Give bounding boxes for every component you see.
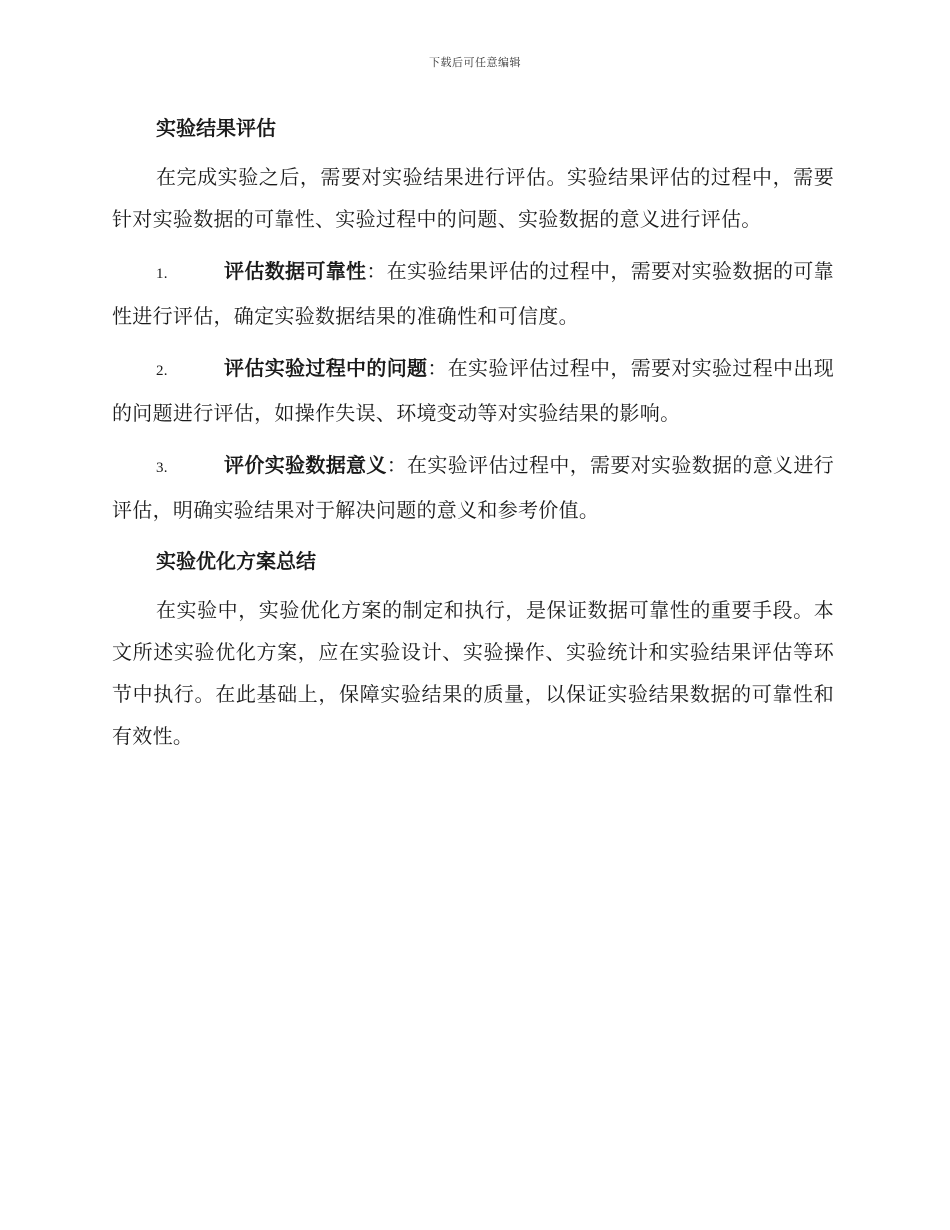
list-item-number: 3. xyxy=(156,460,168,476)
list-item xyxy=(112,347,834,434)
list-item-term: 评价实验数据意义 xyxy=(224,453,387,477)
optimization-summary-body: 在实验中，实验优化方案的制定和执行，是保证数据可靠性的重要手段。本文所述实验优化方案，应在实验设计、实验操作、实验统计和实验结果评估等环节中执行。在此基础上，保障实验结果的质量，以保证实验结果数据的可靠性和有效性。 xyxy=(112,598,834,748)
list-item-number: 2. xyxy=(156,363,168,379)
list-item-separator: ： xyxy=(386,453,408,477)
list-item-term: 评估数据可靠性 xyxy=(224,259,367,283)
list-item xyxy=(112,250,834,337)
list-item-separator: ： xyxy=(366,259,387,283)
section-heading-optimization-summary: 实验优化方案总结 xyxy=(156,549,316,573)
list-item-separator: ： xyxy=(427,356,448,380)
document-body xyxy=(112,108,834,767)
list-item-body: 在实验结果评估的过程中，需要对实验数据的可靠性进行评估，确定实验数据结果的准确性和可信度。 xyxy=(112,259,834,328)
header-note: 下载后可任意编辑 xyxy=(429,56,521,69)
list-item-number: 1. xyxy=(156,266,168,282)
section-heading-results-evaluation: 实验结果评估 xyxy=(156,116,276,140)
list-item xyxy=(112,444,834,531)
list-item-body: 在实验评估过程中，需要对实验数据的意义进行评估，明确实验结果对于解决问题的意义和参考价值。 xyxy=(112,453,834,522)
list-item-body: 在实验评估过程中，需要对实验过程中出现的问题进行评估，如操作失误、环境变动等对实验结果的影响。 xyxy=(112,356,835,425)
list-item-term: 评估实验过程中的问题 xyxy=(224,356,428,380)
results-evaluation-intro: 在完成实验之后，需要对实验结果进行评估。实验结果评估的过程中，需要针对实验数据的可靠性、实验过程中的问题、实验数据的意义进行评估。 xyxy=(112,165,834,231)
